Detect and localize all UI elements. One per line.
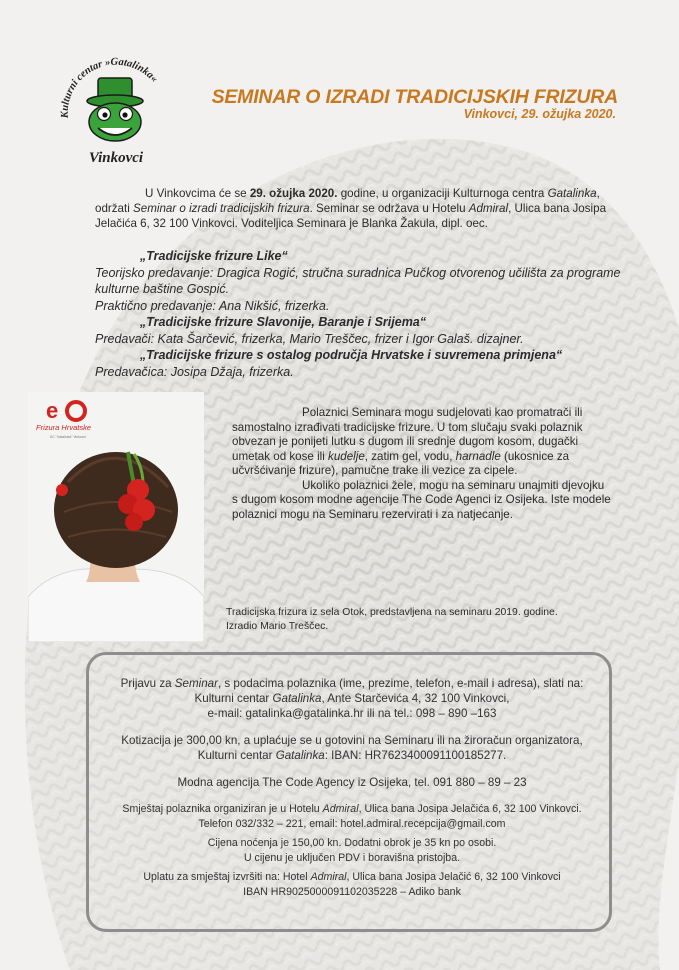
info-text: Prijavu za [120, 677, 175, 690]
info-line-accommodation [89, 803, 615, 815]
program-section [95, 248, 635, 380]
photo-caption [226, 606, 626, 634]
participants-paragraph-1 [232, 406, 612, 479]
logo-arc-text: Kulturni centar »Gatalinka« [59, 56, 160, 119]
info-text: , Ante Starčevića 4, 32 100 Vinkovci, [321, 692, 510, 705]
info-text: , Ulica bana Josipa Jelačića 6, 32 100 Vinkovci. [358, 803, 582, 815]
lecture-title-1: „Tradicijske frizure Like“ [140, 249, 288, 263]
info-text: Seminar [174, 677, 218, 690]
badge-small-text: KC "Gatalinka" Vinkovci [50, 435, 86, 439]
info-text: Gatalinka [272, 692, 322, 705]
page-title: SEMINAR O IZRADI TRADICIJSKIH FRIZURA [211, 86, 618, 108]
info-text: Admiral [310, 871, 347, 883]
info-line-contact: e-mail: gatalinka@gatalinka.hr ili na tel.: 098 – 890 –163 [207, 707, 497, 720]
info-line-address [89, 692, 615, 705]
info-line-registration [89, 677, 615, 690]
info-line-iban [89, 749, 615, 762]
hairstyle-photo [28, 392, 204, 642]
intro-date: 29. ožujka 2020. [249, 187, 338, 200]
intro-section [95, 186, 625, 231]
caption-line-1: Tradicijska frizura iz sela Otok, predstavljena na seminaru 2019. godine. [226, 607, 558, 618]
badge-text: Frizura Hrvatske [36, 423, 92, 432]
intro-paragraph [95, 186, 625, 231]
gatalinka-logo [54, 56, 178, 174]
info-line-hotel-phone: Telefon 032/332 – 221, email: hotel.admiral.recepcija@gmail.com [198, 818, 506, 830]
lecture-title-3: „Tradicijske frizure s ostalog područja Hrvatske i suvremena primjena“ [140, 348, 563, 362]
intro-text: , održati [95, 187, 600, 215]
info-text: , s podacima polaznika (ime, prezime, telefon, e-mail i adresa), slati na: [217, 677, 584, 690]
info-line-fee: Kotizacija je 300,00 kn, a uplaćuje se u gotovini na Seminaru ili na žiroračun organizatora, [121, 734, 583, 747]
logo-city-text: Vinkovci [88, 150, 144, 166]
info-text: Gatalinka [275, 749, 325, 762]
intro-seminar-name: Seminar o izradi tradicijskih frizura [133, 202, 310, 215]
registration-info-box [86, 652, 612, 932]
info-line-payment [89, 871, 615, 883]
body-text: Polaznici Seminara mogu sudjelovati kao promatrači ili samostalno izrađivati tradicijske frizure. U tom slučaju svaki polaznik obvezan je ponijeti lutku s dugom ili srednje dugom kosom, dugački umetak od kose ili [232, 406, 583, 463]
caption-line-2: Izradio Mario Treščec. [226, 621, 329, 632]
body-text: , zatim gel, vodu, [364, 449, 456, 463]
info-line-hotel-iban: IBAN HR9025000091102035228 – Adiko bank [243, 886, 461, 898]
info-text: Kulturni centar [197, 749, 276, 762]
page-subtitle-date: Vinkovci, 29. ožujka 2020. [463, 107, 616, 121]
lecture-3-lecturer: Predavačica: Josipa Džaja, frizerka. [95, 364, 294, 379]
body-text: (ukosnice za učvršćivanje frizure), pamučne trake ili vezice za cipele. [232, 449, 570, 477]
body-term-harnadle: harnadle [455, 449, 501, 463]
intro-text: , Ulica bana Josipa Jelačića 6, 32 100 Vinkovci. Voditeljica Seminara je Blanka Žakula, dipl. oec. [95, 202, 607, 230]
info-text: Kulturni centar [194, 692, 273, 705]
info-line-vat: U cijenu je uključen PDV i boravišna pristojba. [243, 852, 461, 864]
lecture-title-2: „Tradicijske frizure Slavonije, Baranje i Srijema“ [140, 315, 427, 329]
intro-text: godine, u organizaciji Kulturnoga centra [337, 187, 548, 200]
intro-text: . Seminar se održava u Hotelu [309, 202, 469, 215]
participants-paragraph-2: Ukoliko polaznici žele, mogu na seminaru unajmiti djevojku s dugom kosom modne agencije The Code Agenci iz Osijeka. Iste modele polaznici mogu na Seminaru rezervirati i za natjecanje. [232, 478, 611, 521]
info-text: Uplatu za smještaj izvršiti na: Hotel [143, 871, 311, 883]
info-line-agency: Modna agencija The Code Agency iz Osijeka, tel. 091 880 – 89 – 23 [177, 776, 527, 789]
info-text: : IBAN: HR7623400091100185277. [324, 749, 507, 762]
participants-info [232, 406, 612, 522]
intro-text: U Vinkovcima će se [145, 187, 250, 200]
info-line-price: Cijena noćenja je 150,00 kn. Dodatni obrok je 35 kn po osobi. [207, 837, 497, 849]
svg-text:e: e [46, 398, 59, 423]
lecture-1-practice: Praktično predavanje: Ana Nikšić, frizerka. [95, 298, 330, 313]
intro-org: Gatalinka [547, 187, 597, 200]
intro-hotel: Admiral [468, 202, 509, 215]
lecture-2-lecturers: Predavači: Kata Šarčević, frizerka, Mario Treščec, frizer i Igor Galaš. dizajner. [95, 331, 524, 346]
info-text: , Ulica bana Josipa Jelačić 6, 32 100 Vinkovci [346, 871, 561, 883]
lecture-1-theory: Teorijsko predavanje: Dragica Rogić, stručna suradnica Pučkog otvorenog učilišta za programe kulturne baštine Gospić. [95, 265, 621, 296]
info-text: Admiral [322, 803, 359, 815]
info-text: Smještaj polaznika organiziran je u Hotelu [122, 803, 323, 815]
body-term-kudelje: kudelje [328, 449, 365, 463]
